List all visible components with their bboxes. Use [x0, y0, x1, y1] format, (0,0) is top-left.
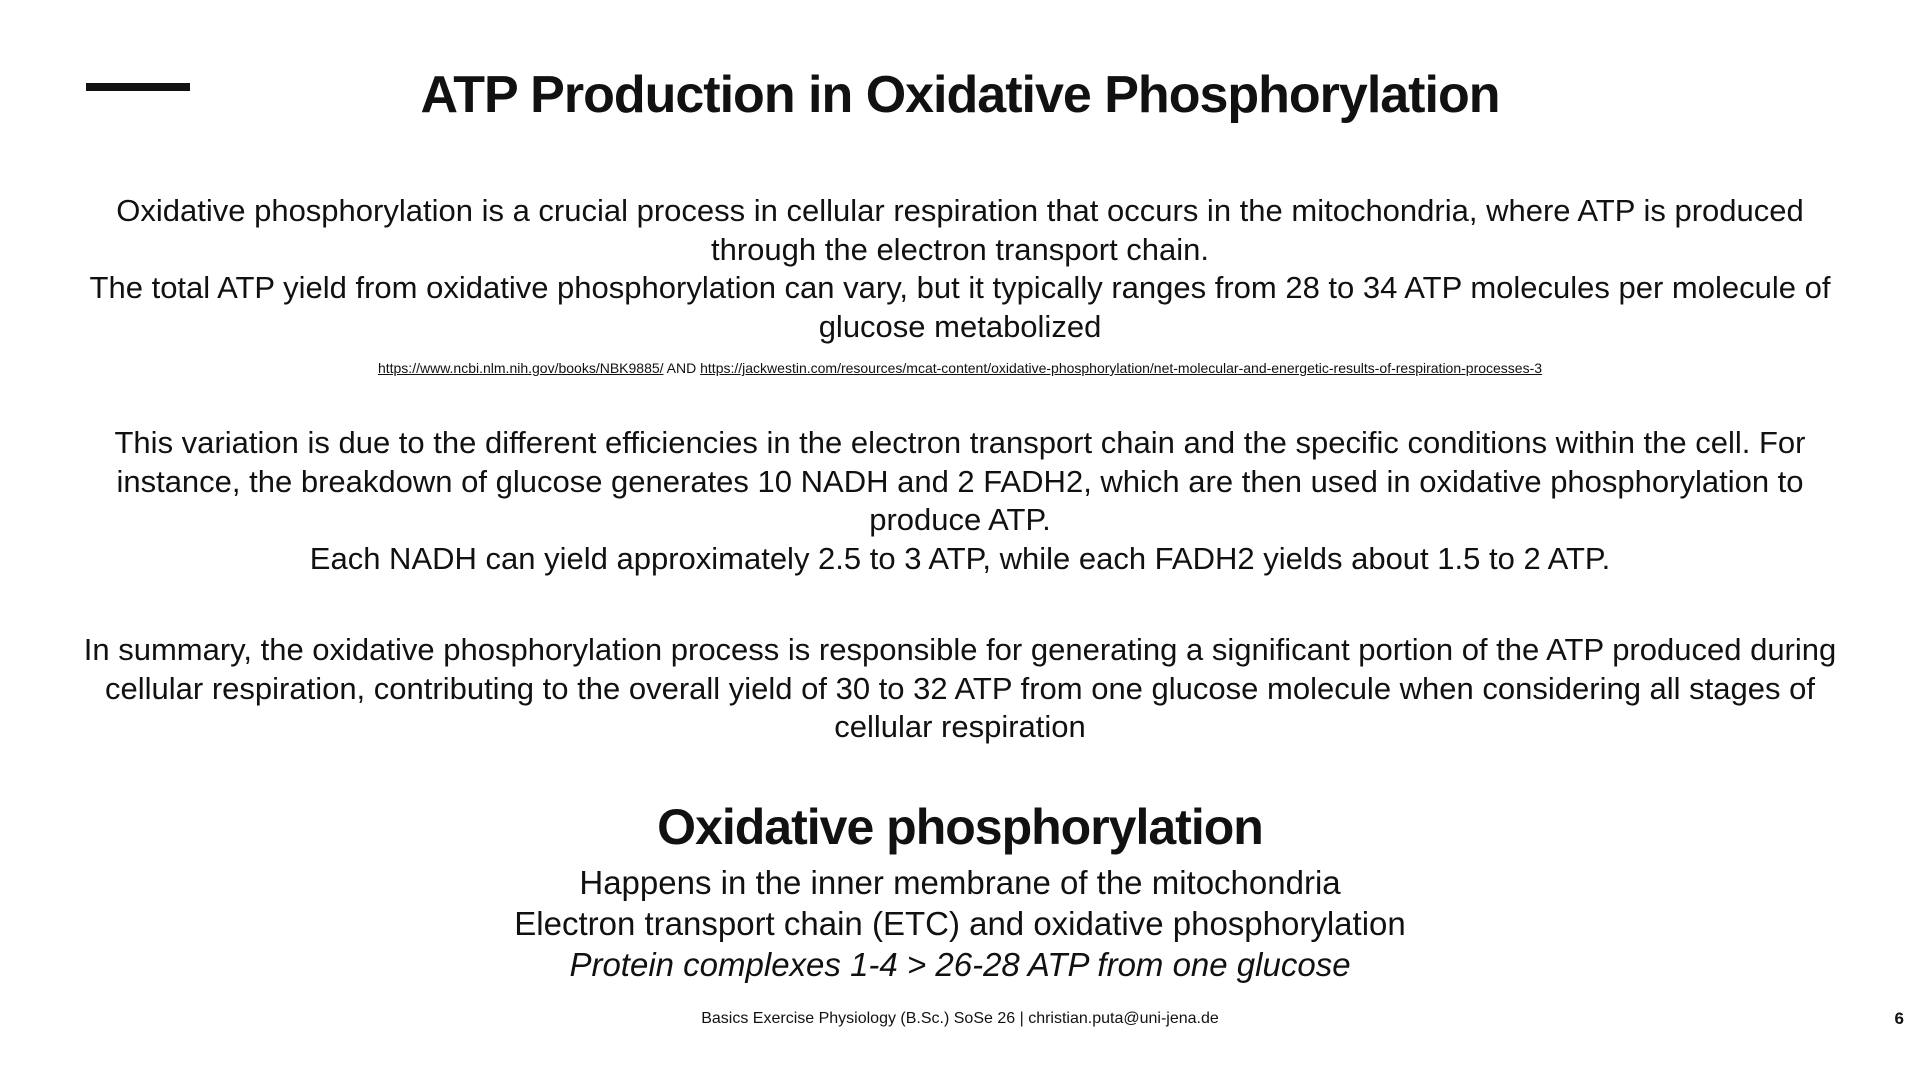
variation-paragraph-2: Each NADH can yield approximately 2.5 to 3 ATP, while each FADH2 yields about 1.5 to 2 ATP. [309, 540, 1611, 576]
key-point-2: Electron transport chain (ETC) and oxidative phosphorylation [514, 905, 1406, 942]
key-points [0, 862, 1920, 985]
intro-paragraph-2: The total ATP yield from oxidative phosphorylation can vary, but it typically ranges from 28 to 34 ATP molecules per molecule of glucose metabolized [89, 270, 1831, 344]
variation-paragraph-1: This variation is due to the different efficiencies in the electron transport chain and the specific conditions within the cell. For instance, the breakdown of glucose generates 10 NADH and 2 FADH2, which are then used in oxidative phosphorylation to produce ATP. [114, 425, 1806, 537]
summary-paragraph: In summary, the oxidative phosphorylation process is responsible for generating a significant portion of the ATP produced during cellular respiration, contributing to the overall yield of 30 to 32 ATP from one glucose molecule when considering all stages of cellular respiration [83, 632, 1837, 744]
slide-title: ATP Production in Oxidative Phosphorylation [420, 66, 1500, 124]
source-connector: AND [666, 360, 697, 376]
source-link-ncbi[interactable]: https://www.ncbi.nlm.nih.gov/books/NBK9885/ [377, 360, 664, 376]
key-point-3: Protein complexes 1-4 > 26-28 ATP from one glucose [569, 946, 1351, 983]
intro-paragraph-1: Oxidative phosphorylation is a crucial process in cellular respiration that occurs in the mitochondria, where ATP is produced through the electron transport chain. [116, 193, 1804, 267]
intro-text-block [80, 192, 1840, 346]
source-link-jackwestin[interactable]: https://jackwestin.com/resources/mcat-content/oxidative-phosphorylation/net-molecular-and-energetic-results-of-respiration-processes-3 [700, 360, 1543, 376]
variation-text-block [80, 424, 1840, 578]
key-point-1: Happens in the inner membrane of the mitochondria [579, 864, 1341, 901]
source-references [0, 358, 1920, 378]
section-heading: Oxidative phosphorylation [657, 799, 1263, 855]
slide-footer: Basics Exercise Physiology (B.Sc.) SoSe 26 | christian.puta@uni-jena.de [701, 1010, 1219, 1027]
summary-text-block [80, 631, 1840, 747]
page-number: 6 [1894, 1009, 1904, 1028]
